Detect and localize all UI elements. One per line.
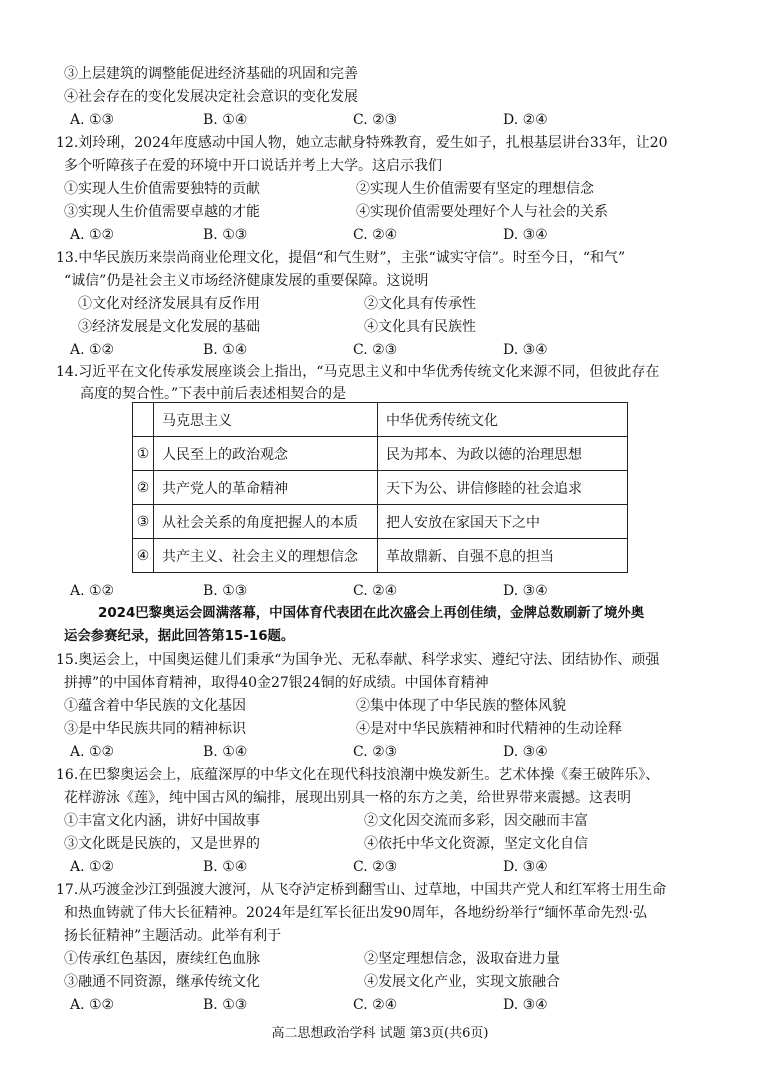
statement: ①文化对经济发展具有反作用 bbox=[78, 296, 260, 312]
option-c: C. ②③ bbox=[353, 859, 398, 875]
table-row bbox=[133, 437, 628, 471]
table-header-row bbox=[133, 403, 628, 437]
option-d: D. ③④ bbox=[503, 227, 548, 243]
option-d: D. ③④ bbox=[503, 342, 548, 358]
statement: ④发展文化产业，实现文旅融合 bbox=[364, 974, 560, 990]
statement: ③融通不同资源，继承传统文化 bbox=[64, 974, 260, 990]
question-stem: 高度的契合性。”下表中前后表述相契合的是 bbox=[80, 386, 347, 402]
statement: ①传承红色基因，赓续红色血脉 bbox=[64, 951, 260, 967]
table-cell bbox=[133, 403, 154, 437]
option-b: B. ①③ bbox=[203, 997, 248, 1013]
table-cell: 民为邦本、为政以德的治理思想 bbox=[378, 437, 628, 471]
question-stem: 15.奥运会上，中国奥运健儿们秉承“为国争光、无私奉献、科学求实、遵纪守法、团结协作、顽强 bbox=[56, 652, 660, 668]
option-c: C. ②④ bbox=[353, 583, 398, 599]
statement: ④实现价值需要处理好个人与社会的关系 bbox=[356, 204, 608, 220]
question-stem: 14.习近平在文化传承发展座谈会上指出，“马克思主义和中华优秀传统文化来源不同，但彼此存在 bbox=[56, 364, 660, 380]
option-c: C. ②③ bbox=[353, 342, 398, 358]
option-b: B. ①④ bbox=[203, 342, 248, 358]
option-a: A. ①② bbox=[70, 342, 115, 358]
row-number: ② bbox=[133, 471, 154, 505]
statement: ④文化具有民族性 bbox=[364, 319, 476, 335]
option-a: A. ①③ bbox=[70, 112, 115, 128]
comparison-table bbox=[132, 402, 628, 573]
statement: ③经济发展是文化发展的基础 bbox=[78, 319, 260, 335]
question-stem: “诚信”仍是社会主义市场经济健康发展的重要保障。这说明 bbox=[64, 273, 429, 289]
option-c: C. ②④ bbox=[353, 997, 398, 1013]
option-b: B. ①③ bbox=[203, 227, 248, 243]
statement: ④社会存在的变化发展决定社会意识的变化发展 bbox=[64, 89, 358, 105]
statement: ①丰富文化内涵，讲好中国故事 bbox=[64, 813, 260, 829]
statement: ②集中体现了中华民族的整体风貌 bbox=[356, 698, 566, 714]
option-a: A. ①② bbox=[70, 227, 115, 243]
option-a: A. ①② bbox=[70, 744, 115, 760]
table-header: 马克思主义 bbox=[154, 403, 378, 437]
row-number: ① bbox=[133, 437, 154, 471]
question-stem: 花样游泳《莲》，纯中国古风的编排，展现出别具一格的东方之美，给世界带来震撼。这表明 bbox=[64, 790, 631, 806]
table-header: 中华优秀传统文化 bbox=[378, 403, 628, 437]
question-stem: 13.中华民族历来崇尚商业伦理文化，提倡“和气生财”，主张“诚实守信”。时至今日，“和气” bbox=[56, 250, 626, 266]
table-row bbox=[133, 471, 628, 505]
table-cell: 从社会关系的角度把握人的本质 bbox=[154, 505, 378, 539]
statement: ①蕴含着中华民族的文化基因 bbox=[64, 698, 246, 714]
option-b: B. ①④ bbox=[203, 744, 248, 760]
table-row bbox=[133, 539, 628, 573]
option-d: D. ②④ bbox=[503, 112, 548, 128]
option-b: B. ①③ bbox=[203, 583, 248, 599]
table-cell: 共产党人的革命精神 bbox=[154, 471, 378, 505]
page-footer: 高二思想政治学科 试题 第3页(共6页) bbox=[271, 1026, 489, 1041]
table-cell: 共产主义、社会主义的理想信念 bbox=[154, 539, 378, 573]
statement: ④依托中华文化资源，坚定文化自信 bbox=[364, 836, 588, 852]
table-cell: 把人安放在家国天下之中 bbox=[378, 505, 628, 539]
option-c: C. ②③ bbox=[353, 112, 398, 128]
table-row bbox=[133, 505, 628, 539]
option-b: B. ①④ bbox=[203, 112, 248, 128]
material-text: 运会参赛纪录，据此回答第15-16题。 bbox=[64, 629, 295, 644]
option-c: C. ②④ bbox=[353, 227, 398, 243]
table-cell: 革故鼎新、自强不息的担当 bbox=[378, 539, 628, 573]
statement: ③上层建筑的调整能促进经济基础的巩固和完善 bbox=[64, 66, 358, 82]
option-a: A. ①② bbox=[70, 859, 115, 875]
statement: ②实现人生价值需要有坚定的理想信念 bbox=[356, 181, 594, 197]
question-stem: 多个听障孩子在爱的环境中开口说话并考上大学。这启示我们 bbox=[64, 158, 442, 174]
option-b: B. ①④ bbox=[203, 859, 248, 875]
table-cell: 天下为公、讲信修睦的社会追求 bbox=[378, 471, 628, 505]
statement: ④是对中华民族精神和时代精神的生动诠释 bbox=[356, 721, 622, 737]
option-c: C. ②③ bbox=[353, 744, 398, 760]
statement: ③是中华民族共同的精神标识 bbox=[64, 721, 246, 737]
question-stem: 16.在巴黎奥运会上，底蕴深厚的中华文化在现代科技浪潮中焕发新生。艺术体操《秦王破阵乐》、 bbox=[56, 767, 660, 783]
question-stem: 扬长征精神”主题活动。此举有利于 bbox=[64, 928, 282, 944]
statement: ③文化既是民族的，又是世界的 bbox=[64, 836, 260, 852]
option-a: A. ①② bbox=[70, 997, 115, 1013]
question-stem: 和热血铸就了伟大长征精神。2024年是红军长征出发90周年，各地纷纷举行“缅怀革命先烈·弘 bbox=[64, 905, 648, 921]
row-number: ③ bbox=[133, 505, 154, 539]
option-d: D. ③④ bbox=[503, 583, 548, 599]
option-d: D. ③④ bbox=[503, 859, 548, 875]
statement: ②文化具有传承性 bbox=[364, 296, 476, 312]
statement: ②文化因交流而多彩，因交融而丰富 bbox=[364, 813, 588, 829]
option-d: D. ③④ bbox=[503, 744, 548, 760]
statement: ③实现人生价值需要卓越的才能 bbox=[64, 204, 260, 220]
table-cell: 人民至上的政治观念 bbox=[154, 437, 378, 471]
statement: ①实现人生价值需要独特的贡献 bbox=[64, 181, 260, 197]
statement: ②坚定理想信念，汲取奋进力量 bbox=[364, 951, 560, 967]
material-text: 2024巴黎奥运会圆满落幕，中国体育代表团在此次盛会上再创佳绩，金牌总数刷新了境外奥 bbox=[98, 606, 645, 621]
row-number: ④ bbox=[133, 539, 154, 573]
option-d: D. ③④ bbox=[503, 997, 548, 1013]
question-stem: 17.从巧渡金沙江到强渡大渡河，从飞夺泸定桥到翻雪山、过草地，中国共产党人和红军将士用生命 bbox=[56, 882, 667, 898]
question-stem: 拼搏”的中国体育精神，取得40金27银24铜的好成绩。中国体育精神 bbox=[64, 675, 489, 691]
option-a: A. ①② bbox=[70, 583, 115, 599]
question-stem: 12.刘玲琍，2024年度感动中国人物，她立志献身特殊教育，爱生如子，扎根基层讲台33年，让20 bbox=[56, 135, 668, 151]
